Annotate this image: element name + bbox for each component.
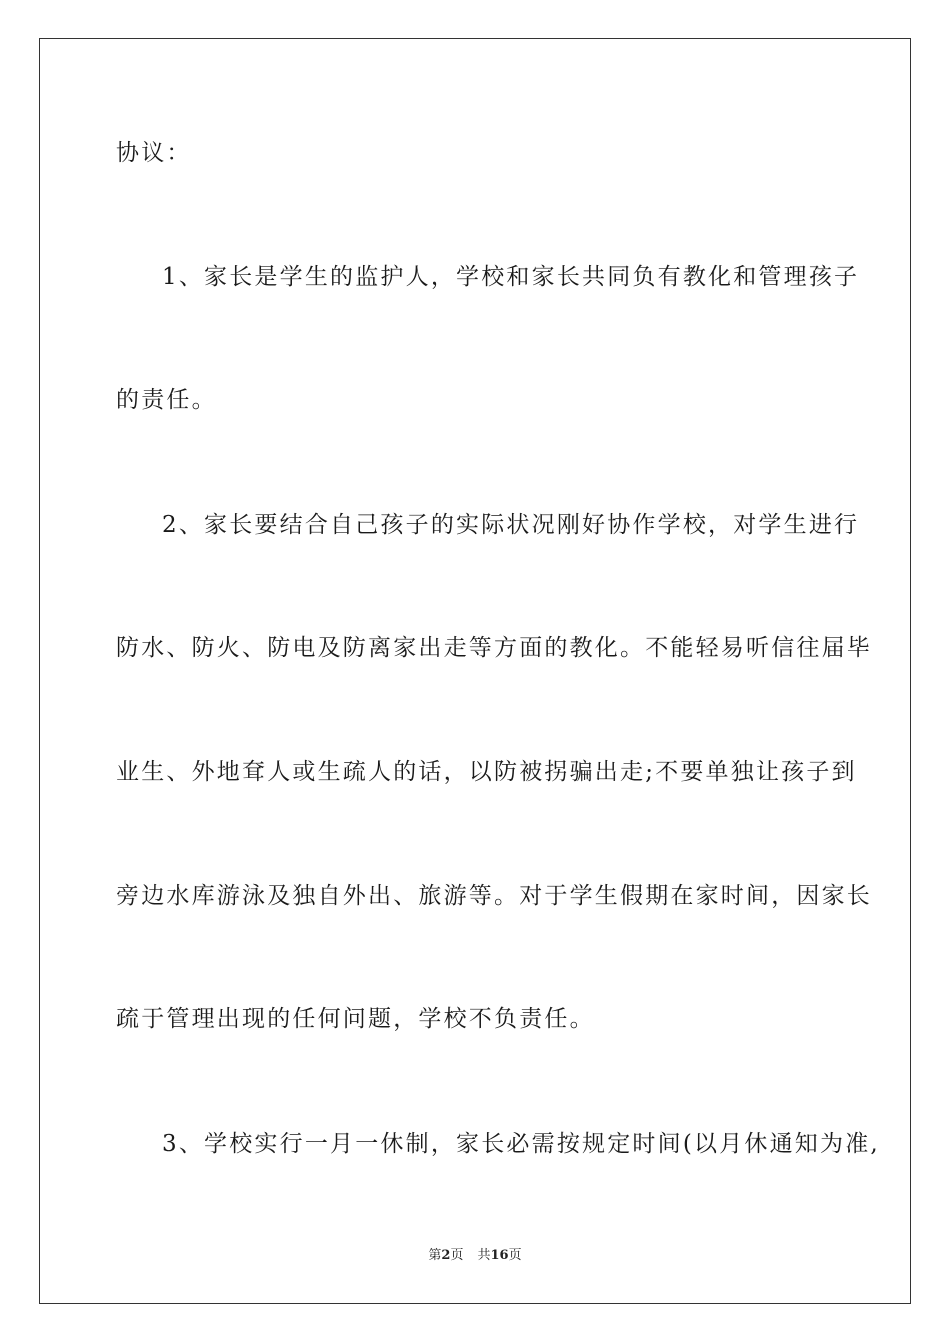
page-current: 2 <box>441 1248 451 1263</box>
page-prefix: 第 <box>428 1248 442 1263</box>
page-border <box>39 38 911 1304</box>
total-suffix: 页 <box>508 1248 522 1263</box>
text-line-6: 业生、外地耷人或生疏人的话，以防被拐骗出走;不要单独让孩子到 <box>116 759 857 785</box>
text-line-2: 1、家长是学生的监护人，学校和家长共同负有教化和管理孩子 <box>162 264 860 290</box>
text-line-3: 的责任。 <box>116 387 217 413</box>
text-line-4: 2、家长要结合自己孩子的实际状况刚好协作学校，对学生进行 <box>162 512 860 538</box>
page-total: 16 <box>490 1248 509 1263</box>
text-line-7: 旁边水库游泳及独自外出、旅游等。对于学生假期在家时间，因家长 <box>116 883 872 909</box>
total-prefix: 共 <box>477 1248 491 1263</box>
page-suffix: 页 <box>450 1248 464 1263</box>
text-line-1: 协议： <box>116 140 192 166</box>
page-footer <box>0 1247 950 1265</box>
text-line-8: 疏于管理出现的任何问题，学校不负责任。 <box>116 1006 595 1032</box>
text-line-5: 防水、防火、防电及防离家出走等方面的教化。不能轻易听信往届毕 <box>116 635 872 661</box>
text-line-9: 3、学校实行一月一休制，家长必需按规定时间(以月休通知为准, <box>162 1131 880 1157</box>
